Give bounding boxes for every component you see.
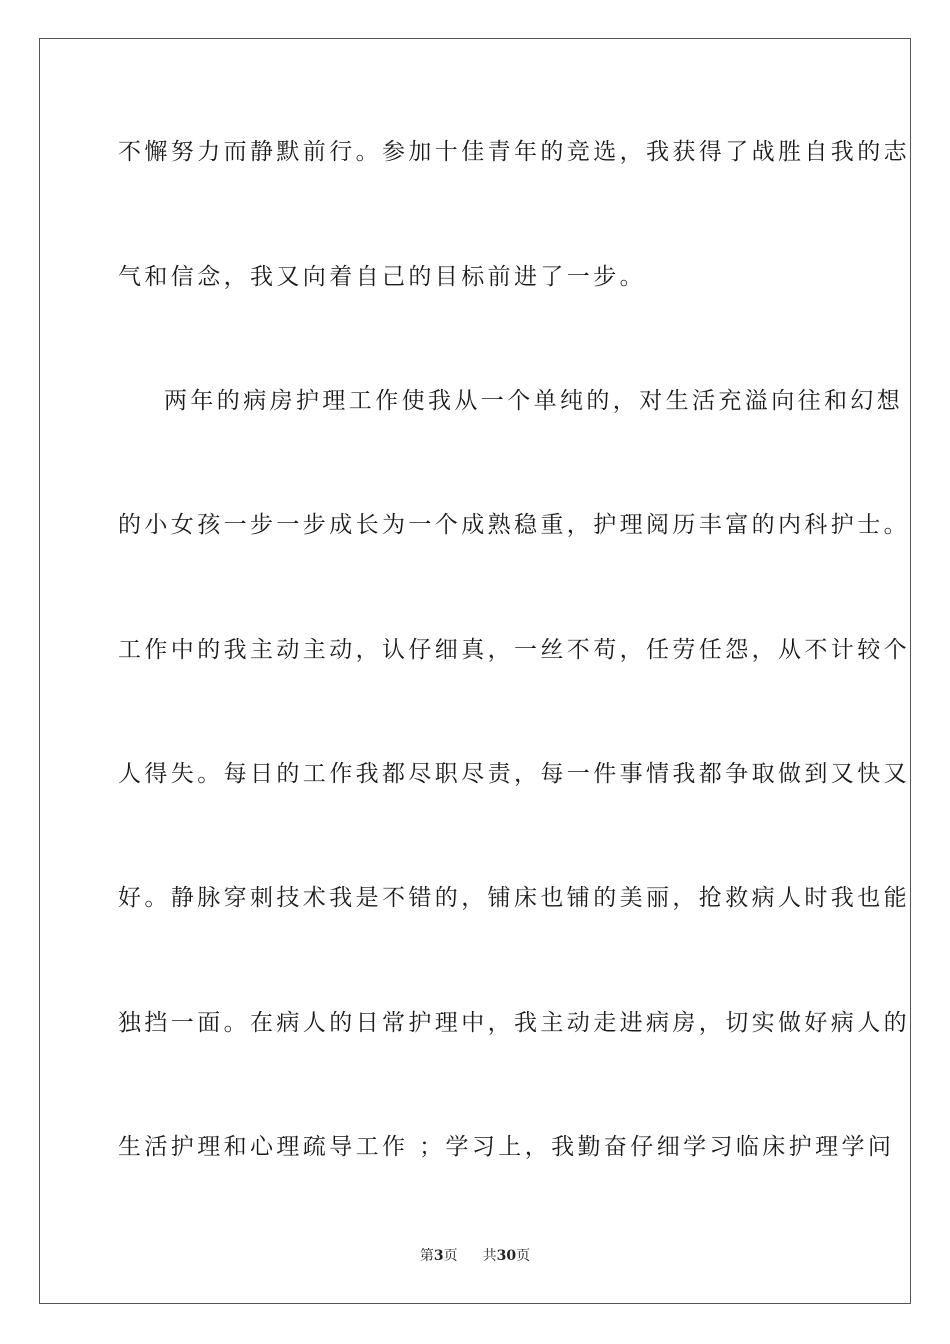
total-pages-indicator [483, 1247, 530, 1265]
page-prefix: 第 [419, 1248, 434, 1264]
total-pages: 30 [496, 1248, 517, 1264]
total-prefix: 共 [482, 1248, 497, 1264]
text-line-2: 气和信念，我又向着自己的目标前进了一步。 [118, 264, 646, 290]
page-suffix: 页 [443, 1248, 458, 1264]
page-footer [0, 1247, 950, 1265]
page-indicator [420, 1247, 458, 1265]
text-line-5: 工作中的我主动主动，认仔细真，一丝不苟，任劳任怨，从不计较个 [118, 637, 910, 663]
page-number: 3 [433, 1248, 444, 1264]
text-line-1: 不懈努力而静默前行。参加十佳青年的竞选，我获得了战胜自我的志 [118, 139, 910, 165]
text-line-4: 的小女孩一步一步成长为一个成熟稳重，护理阅历丰富的内科护士。 [118, 512, 910, 538]
text-line-6: 人得失。每日的工作我都尽职尽责，每一件事情我都争取做到又快又 [118, 761, 910, 787]
text-line-7: 好。静脉穿刺技术我是不错的，铺床也铺的美丽，抢救病人时我也能 [118, 885, 910, 911]
text-line-3: 两年的病房护理工作使我从一个单纯的，对生活充溢向往和幻想 [164, 388, 904, 414]
text-line-9: 生活护理和心理疏导工作 ；学习上，我勤奋仔细学习临床护理学问 [118, 1134, 895, 1160]
page-border [39, 38, 911, 1304]
total-suffix: 页 [516, 1248, 531, 1264]
text-line-8: 独挡一面。在病人的日常护理中，我主动走进病房，切实做好病人的 [118, 1010, 910, 1036]
